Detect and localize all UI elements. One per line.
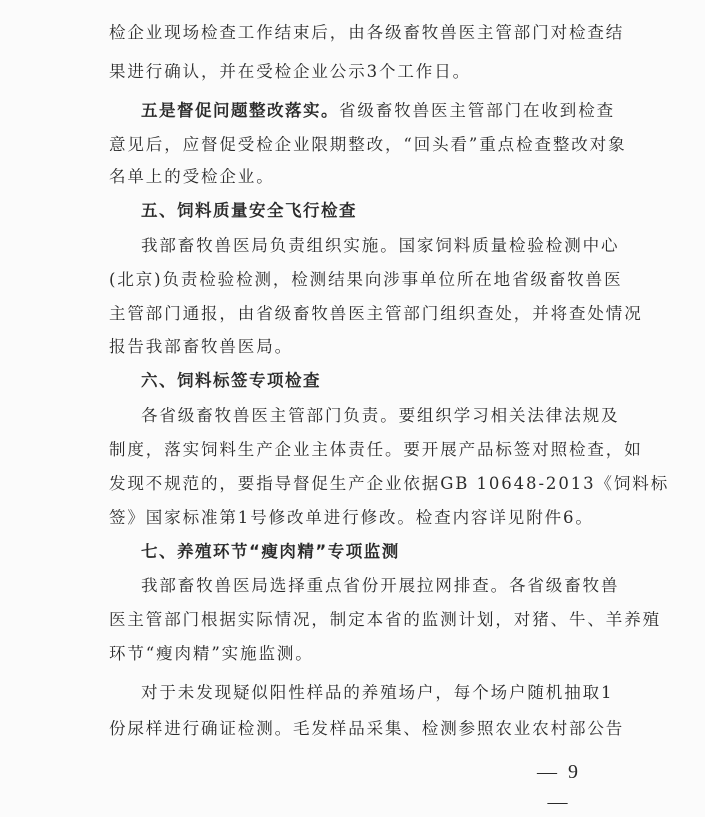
body-line: 对于未发现疑似阳性样品的养殖场户，每个场户随机抽取1 bbox=[141, 683, 614, 702]
body-line: 主管部门通报，由省级畜牧兽医主管部门组织查处，并将查处情况 bbox=[109, 304, 643, 323]
body-line-with-bold-lead bbox=[141, 96, 615, 126]
section-heading: 六、饲料标签专项检查 bbox=[141, 371, 321, 390]
body-line: 报告我部畜牧兽医局。 bbox=[109, 337, 293, 356]
section-heading: 五、饲料质量安全飞行检查 bbox=[141, 201, 357, 220]
body-line: (北京)负责检验检测，检测结果向涉事单位所在地省级畜牧兽医 bbox=[109, 270, 623, 289]
body-line: 医主管部门根据实际情况，制定本省的监测计划，对猪、牛、羊养殖 bbox=[109, 610, 661, 629]
body-line: 意见后，应督促受检企业限期整改，“回头看”重点检查整改对象 bbox=[109, 135, 627, 154]
body-line: 环节“瘦肉精”实施监测。 bbox=[109, 644, 314, 663]
body-line: 各省级畜牧兽医主管部门负责。要组织学习相关法律法规及 bbox=[141, 406, 620, 425]
body-line: 果进行确认，并在受检企业公示3个工作日。 bbox=[109, 62, 471, 81]
page-number: — 9 — bbox=[537, 761, 581, 813]
body-line: 我部畜牧兽医局选择重点省份开展拉网排查。各省级畜牧兽 bbox=[141, 576, 620, 595]
section-heading: 七、养殖环节“瘦肉精”专项监测 bbox=[141, 542, 400, 561]
body-line: 份尿样进行确证检测。毛发样品采集、检测参照农业农村部公告 bbox=[109, 719, 625, 738]
body-line: 名单上的受检企业。 bbox=[109, 167, 275, 186]
body-text: 省级畜牧兽医主管部门在收到检查 bbox=[339, 101, 615, 120]
body-line: 签》国家标准第1号修改单进行修改。检查内容详见附件6。 bbox=[109, 508, 594, 527]
bold-lead-text: 五是督促问题整改落实。 bbox=[141, 101, 339, 120]
body-line: 我部畜牧兽医局负责组织实施。国家饲料质量检验检测中心 bbox=[141, 236, 620, 255]
body-line: 制度，落实饲料生产企业主体责任。要开展产品标签对照检查，如 bbox=[109, 440, 643, 459]
body-line: 检企业现场检查工作结束后，由各级畜牧兽医主管部门对检查结 bbox=[109, 23, 625, 42]
body-line: 发现不规范的，要指导督促生产企业依据GB 10648-2013《饲料标 bbox=[109, 474, 670, 493]
